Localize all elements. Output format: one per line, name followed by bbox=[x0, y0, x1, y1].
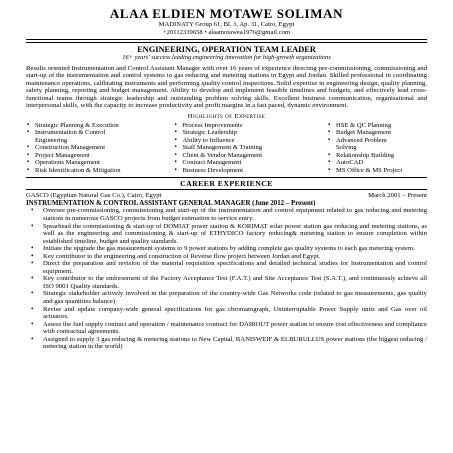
skill-item: ▪ Staff Management & Training bbox=[174, 144, 292, 152]
duty-item: • Assigned to supply 3 gas reducing & metering stations to New Capital, BANISWEIF & ELBURULLUS power stations (the biggest reducing / metering station in the world) bbox=[26, 336, 427, 351]
skill-item-continuation: Solving bbox=[336, 144, 357, 152]
company-name: GASCO (Egyptian Natural Gas Co.), Cairo, Egypt bbox=[26, 192, 162, 200]
skill-item: ▪ Relationship Building bbox=[327, 152, 427, 160]
skill-item: ▪ Strategic Planning & Execution bbox=[26, 122, 138, 130]
professional-summary: Results oriented Instrumentation and Control Assistant Manager with over 16 years of experience directing pre-commissioning, commissioning and start-up of the instrumentation and control systems to gas reducing and metering stations in Egypt and Jordan. Skilled professional in coordinating maintenance operations, calibrating instruments and performing quality control inspections. Solid expertise in engineering design, quality planning, safety planning, reporting and budget management. Ability to develop and implement feasible timelines and budgets, and effectively lead cross-functional teams through strategic leadership and outstanding problem solving skills. Excellent business communication, organisational and interpersonal skills, with the capacity to increase productivity and profit margins in a fast paced, dynamic environment. bbox=[26, 64, 427, 110]
skill-item: ▪ Construction Management bbox=[26, 144, 138, 152]
duty-item: • Key contributor to the engineering and construction of Reverse flow project between Jordan and Egypt. bbox=[26, 253, 427, 261]
duty-item: • Revise and update company-wide general specifications for gas chromatograph, Uninterruptable Power Supply units and Gas over oil actuators. bbox=[26, 306, 427, 321]
expertise-column-1 bbox=[26, 122, 138, 175]
skill-item: ▪ Process Improvements bbox=[174, 122, 292, 130]
skill-item: ▪ MS Office & MS Project bbox=[327, 167, 427, 175]
job-title: INSTRUMENTATION & CONTROL ASSISTANT GENERAL MANAGER (June 2012 – Present) bbox=[26, 199, 316, 207]
skill-item: ▪ Client & Vendor Management bbox=[174, 152, 292, 160]
skill-item: ▪ Strategic Leadership bbox=[174, 129, 292, 137]
career-heading: CAREER EXPERIENCE bbox=[26, 177, 427, 190]
duty-item: • Oversee pre-commissioning, commissioning and start-up of the instrumentation and control equipment related to gas reducing and metering stations in numerous GASCO projects from budget estimation to service entry. bbox=[26, 207, 427, 222]
contact-line: +20112339658 • alaamotawea1976@gmail.com bbox=[162, 29, 291, 36]
skill-item: ▪ Ability to Influence bbox=[174, 137, 292, 145]
headline-title: ENGINEERING, OPERATION TEAM LEADER bbox=[137, 44, 316, 54]
expertise-grid bbox=[26, 122, 427, 175]
expertise-column-2 bbox=[174, 122, 292, 175]
duty-item: • Direct the preparation and revision of the material requisition specifications and detailed technical studies for Instrumentation and control equipment. bbox=[26, 260, 427, 275]
skill-item: ▪ Advanced Problem bbox=[327, 137, 427, 145]
duties-list bbox=[26, 207, 427, 350]
skill-item: ▪ HSE & QC Planning bbox=[327, 122, 427, 130]
header-divider bbox=[26, 39, 427, 43]
duty-item: • Assess the fuel supply contract and operation / maintenance contract for DAIROUT power station to ensure cost effectiveness and compliance with contractual agreements. bbox=[26, 321, 427, 336]
address-line: MADINATY Group 61, Bl. 3, Ap. 31, Cairo, Egypt bbox=[158, 21, 295, 28]
skill-item: ▪ Instrumentation & Control bbox=[26, 129, 138, 137]
duty-item: • Spearhead the commissioning & start-up of DOMIAT power station & KORIMAT solar power station gas reducing and metering stations, as well as the engineering and commissioning & start-up of ETHYDICO factory reducing& metering station to ensure completion within established timeline, budget and quality standards. bbox=[26, 223, 427, 246]
expertise-column-3 bbox=[327, 122, 427, 175]
employment-dates: March 2001 – Present bbox=[368, 192, 427, 200]
skill-item: ▪ AutoCAD bbox=[327, 159, 427, 167]
duty-item: • Strategic stakeholder actively involved in the preparation of the country-wide Gas Networks code (related to gas measurements, gas quality and gas quantities balance). bbox=[26, 290, 427, 305]
skill-item: ▪ Risk Identification & Mitigation bbox=[26, 167, 138, 175]
expertise-heading: Highlights of Expertise bbox=[187, 113, 266, 121]
duty-item: • Initiate the upgrade the gas measurement systems to 9 power stations by adding complete gas quality systems to each gas metering system. bbox=[26, 245, 427, 253]
candidate-name: ALAA ELDIEN MOTAWE SOLIMAN bbox=[109, 6, 344, 21]
skill-item: ▪ Budget Management bbox=[327, 129, 427, 137]
headline-tagline: 16+ years' success leading engineering innovation for high-growth organizations bbox=[122, 54, 331, 61]
skill-item: ▪ Operations Management bbox=[26, 159, 138, 167]
duty-item: • Key contributor to the endorsement of the Factory Acceptance Test (F.A.T.) and Site Acceptance Test (S.A.T.), and continuously achieve all ISO 9001 Quality standards. bbox=[26, 275, 427, 290]
skill-item: ▪ Contract Management bbox=[174, 159, 292, 167]
skill-item-continuation: Engineering bbox=[35, 136, 68, 144]
skill-item: ▪ Business Development bbox=[174, 167, 292, 175]
skill-item: ▪ Project Management bbox=[26, 152, 138, 160]
job-company-line bbox=[26, 192, 427, 200]
